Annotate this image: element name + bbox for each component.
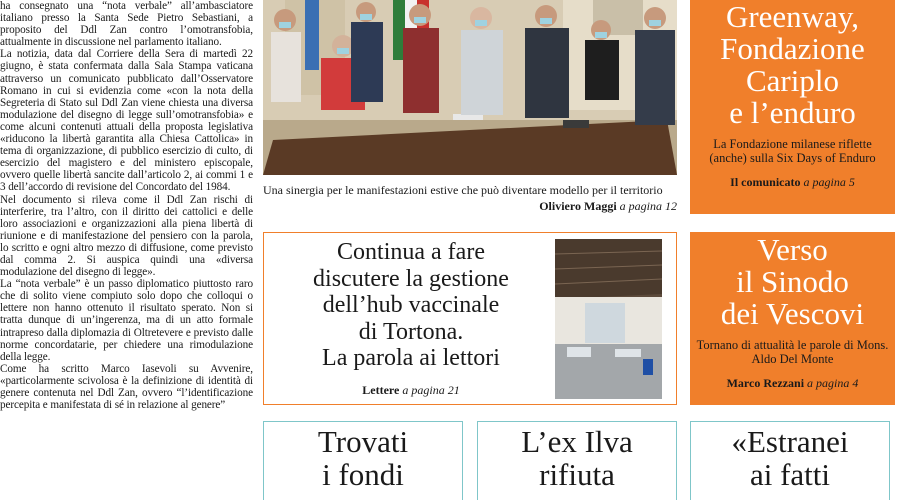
article-paragraph: La “nota verbale” è un passo diplomatico piuttosto raro che di solito viene compiuto solo dopo che colloqui o lettere non hanno ottenuto il risultato sperato. Non si tratta dunque di un’ingerenza, ma di un atto formale intrapreso dalla diplomazia di Oltretevere e previsto dalle norme concordatarie, per chiedere una rimodulazione della legge. [0, 278, 253, 363]
hub-hall-photo [555, 239, 662, 399]
greenway-subtitle: La Fondazione milanese riflette (anche) sulla Six Days of Enduro [709, 137, 876, 165]
headline-line: Fondazione [720, 31, 865, 66]
bottom-box-fondi[interactable] [263, 421, 463, 500]
headline-line: di Tortona. [358, 318, 464, 345]
headline-line: Continua a fare [337, 239, 485, 265]
headline-line: Cariplo [746, 63, 839, 98]
sinodo-box[interactable] [690, 232, 895, 405]
ref-page: a pagina 21 [402, 383, 460, 397]
headline-line: rifiuta [539, 457, 615, 492]
hub-ref [278, 383, 544, 398]
headline-line: dei Vescovi [720, 296, 865, 331]
ref-name: Marco Rezzani [726, 376, 805, 390]
hub-box[interactable] [263, 232, 677, 405]
headline-line: discutere la gestione [313, 265, 509, 292]
hub-headline [278, 239, 544, 372]
article-paragraph: Come ha scritto Marco Iasevoli su Avvenire, «particolarmente scivolosa è la definizione di identità di genere contenuta nel Ddl Zan, ovvero “l’identificazione percepita e manifestata di sé in relazione al genere” [0, 362, 253, 412]
photo-caption: Una sinergia per le manifestazioni estive che può diventare modello per il territorio [263, 183, 663, 197]
headline-line: Trovati [317, 424, 409, 459]
article-paragraph: Nel documento si rileva come il Ddl Zan rischi di interferire, tra l’altro, con il diritto dei cattolici e delle loro associazioni e organizzazioni alla piena libertà di riunione e di manifestazione del pensiero con la parola, lo scritto e ogni altro mezzo di diffusione, come previsto dal comma 2. Si auspica quindi una «diversa modulazione del disegno di legge». [0, 193, 253, 279]
credit-page: a pagina 12 [619, 199, 677, 213]
headline-line: Verso [757, 232, 828, 267]
photo-credit [539, 199, 677, 214]
left-article [0, 0, 253, 500]
bottom-box-ilva[interactable] [477, 421, 677, 500]
article-paragraph: ha consegnato una “nota verbale” all’ambasciatore italiano presso la Santa Sede Pietro Sebastiani, a proposito del Ddl Zan contro l’omotransfobia, attualmente in discussione nel parlamento italiano. [0, 0, 253, 49]
headline-line: ai fatti [749, 457, 831, 492]
headline-line: dell’hub vaccinale [322, 292, 500, 318]
greenway-headline [690, 0, 895, 129]
sinodo-subtitle: Tornano di attualità le parole di Mons. Aldo Del Monte [696, 338, 889, 366]
headline-line: La parola ai lettori [322, 345, 500, 371]
headline-line: L’ex Ilva [521, 424, 633, 459]
headline-line: il Sinodo [736, 264, 849, 299]
ref-name: Il comunicato [730, 175, 801, 189]
credit-name: Oliviero Maggi [539, 199, 617, 213]
sinodo-ref [690, 376, 895, 391]
headline-line: «Estranei [731, 424, 849, 459]
sinodo-headline [690, 232, 895, 330]
group-photo [263, 0, 677, 175]
ref-page: a pagina 5 [803, 175, 855, 189]
greenway-ref [690, 175, 895, 190]
article-paragraph: La notizia, data dal Corriere della Sera di martedì 22 giugno, è stata confermata dalla Sala Stampa vaticana attraverso un comunicato pubblicato dall’Osservatore Romano in cui si evidenzia come «con la nota della Segreteria di Stato sul Ddl Zan viene chiesta una diversa modulazione del disegno di legge sull’omotransfobia» e come alcuni contenuti attuali della proposta legislativa «riducono la libertà garantita alla Chiesa Cattolica» in tema di organizzazione, di pubblico esercizio di culto, di esercizio del magistero e del ministero episcopale, ovvero quelle libertà sancite dall’articolo 2, ai commi 1 e 3 dell’accordo di revisione del Concordato del 1984. [0, 48, 253, 194]
ref-name: Lettere [362, 383, 400, 397]
headline-line: Greenway, [725, 0, 860, 34]
bottom-box-estranei[interactable] [690, 421, 890, 500]
ref-page: a pagina 4 [807, 376, 859, 390]
headline-line: e l’enduro [729, 95, 856, 130]
greenway-box[interactable] [690, 0, 895, 214]
headline-line: i fondi [322, 457, 404, 492]
